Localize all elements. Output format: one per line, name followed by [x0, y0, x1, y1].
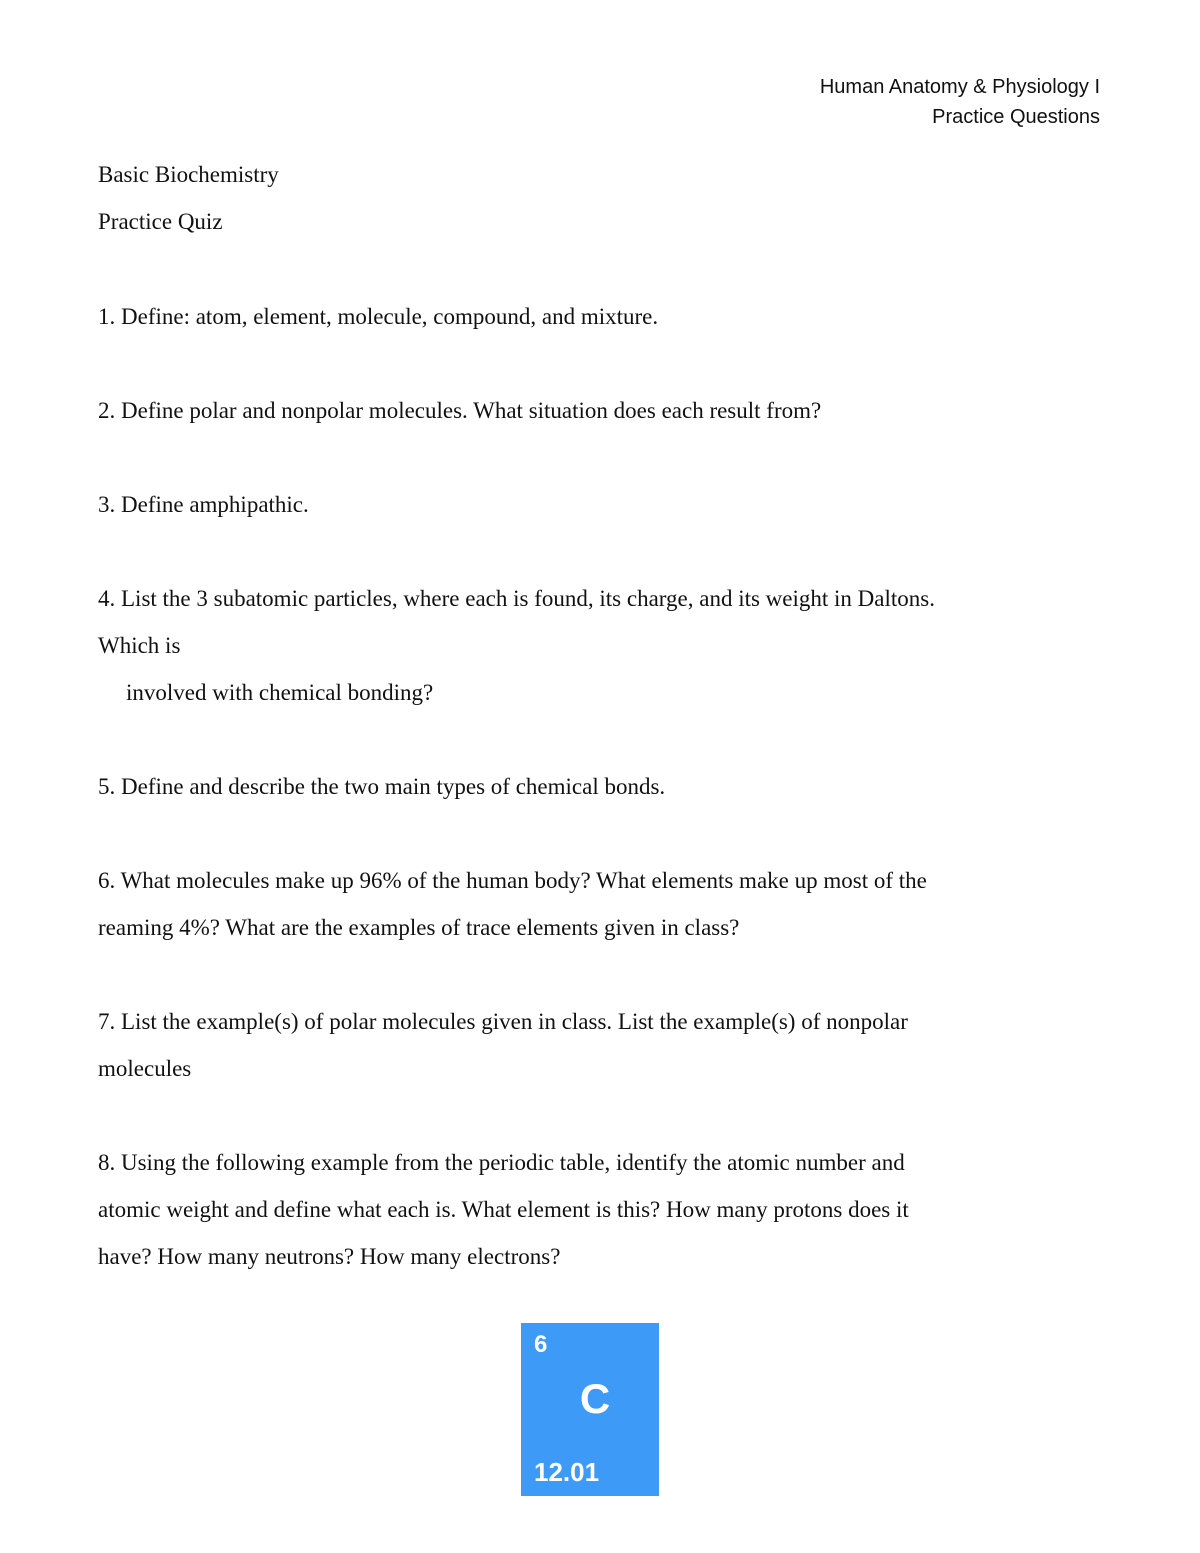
- question-3: 3. Define amphipathic.: [98, 492, 309, 517]
- question-5: 5. Define and describe the two main types of chemical bonds.: [98, 774, 666, 799]
- periodic-element-tile: [521, 1323, 659, 1496]
- element-symbol: C: [579, 1375, 611, 1422]
- question-2: 2. Define polar and nonpolar molecules. What situation does each result from?: [98, 398, 822, 423]
- page-header: [820, 72, 1100, 132]
- question-4: 4. List the 3 subatomic particles, where each is found, its charge, and its weight in Daltons. Which is involved with chemical bonding?: [98, 586, 935, 705]
- question-8: 8. Using the following example from the periodic table, identify the atomic number and atomic weight and define what each is. What element is this? How many protons does it have? How many neutrons? How many electrons?: [98, 1150, 909, 1269]
- question-list: [98, 293, 1108, 1327]
- header-doc-type: Practice Questions: [932, 106, 1100, 128]
- document-title: Basic Biochemistry: [98, 162, 279, 187]
- header-course-title: Human Anatomy & Physiology I: [819, 76, 1100, 98]
- question-1: 1. Define: atom, element, molecule, compound, and mixture.: [98, 304, 659, 329]
- document-subtitle: Practice Quiz: [98, 209, 223, 234]
- question-6: 6. What molecules make up 96% of the human body? What elements make up most of the reaming 4%? What are the examples of trace elements given in class?: [98, 868, 927, 940]
- question-7: 7. List the example(s) of polar molecules given in class. List the example(s) of nonpolar molecules: [98, 1009, 908, 1081]
- atomic-weight: 12.01: [534, 1457, 600, 1487]
- atomic-number: 6: [534, 1331, 548, 1358]
